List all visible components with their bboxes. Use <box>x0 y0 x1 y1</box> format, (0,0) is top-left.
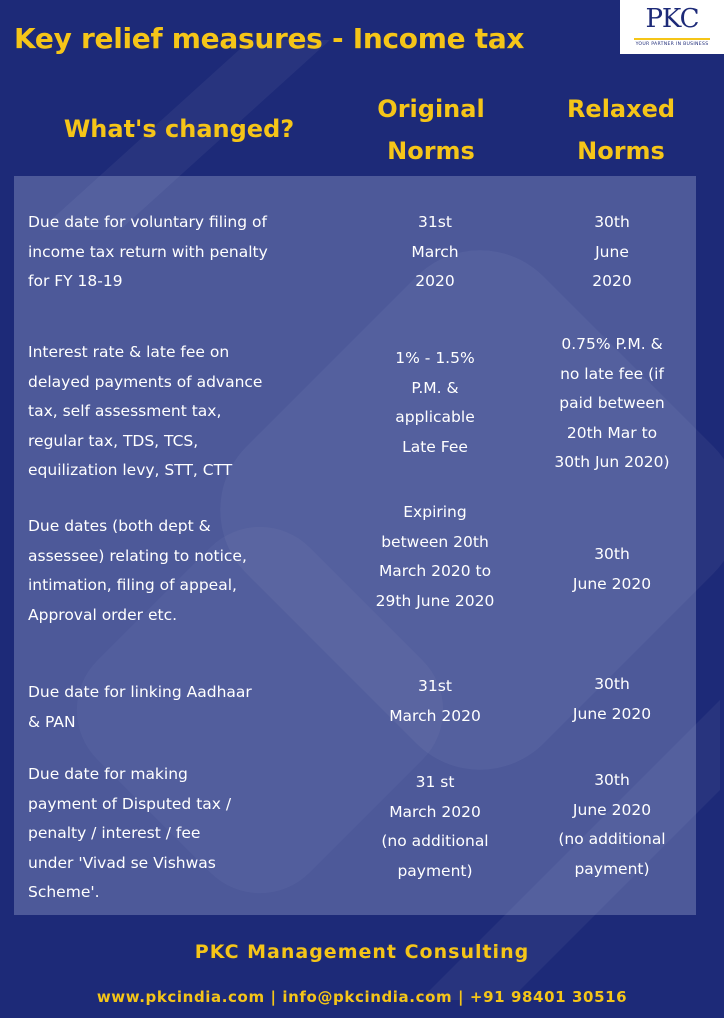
page-title: Key relief measures - Income tax <box>14 22 525 55</box>
bottom-strip <box>0 1018 724 1024</box>
cell-relaxed-norm: 30th June 2020 <box>592 213 632 290</box>
cell-original-norm: 1% - 1.5% P.M. & applicable Late Fee <box>395 349 475 456</box>
cell-original-norm: 31st March 2020 <box>389 677 481 725</box>
logo-tagline: YOUR PARTNER IN BUSINESS <box>635 42 709 47</box>
pkc-logo <box>620 0 724 54</box>
column-header-relaxed-norms <box>536 88 706 172</box>
cell-relaxed-norm: 0.75% P.M. & no late fee (if paid between 20th Mar to 30th Jun 2020) <box>554 335 670 471</box>
column-header-label: Norms <box>577 137 665 165</box>
cell-original-norm: Expiring between 20th March 2020 to 29th June 2020 <box>375 503 495 610</box>
column-header-label: Norms <box>387 137 475 165</box>
cell-whats-changed: Due dates (both dept & assessee) relating to notice, intimation, filing of appeal, Approval order etc. <box>28 517 247 624</box>
column-header-label: What's changed? <box>63 115 295 143</box>
measures-table <box>14 176 696 915</box>
cell-whats-changed: Interest rate & late fee on delayed payments of advance tax, self assessment tax, regular tax, TDS, TCS, equilization levy, STT, CTT <box>28 343 263 479</box>
logo-mark: PKC <box>645 4 699 34</box>
column-header-whats-changed <box>14 108 344 150</box>
cell-original-norm: 31 st March 2020 (no additional payment) <box>381 773 489 880</box>
footer-company-name: PKC Management Consulting <box>194 941 530 963</box>
footer-contact-line: www.pkcindia.com | info@pkcindia.com | +91 98401 30516 <box>96 988 628 1006</box>
cell-original-norm: 31st March 2020 <box>411 213 459 290</box>
column-header-label: Original <box>377 95 485 123</box>
cell-whats-changed: Due date for linking Aadhaar & PAN <box>28 683 252 731</box>
column-header-original-norms <box>352 88 510 172</box>
cell-whats-changed: Due date for making payment of Disputed tax / penalty / interest / fee under 'Vivad se Vishwas Scheme'. <box>28 765 232 901</box>
logo-accent-bar <box>634 38 710 40</box>
cell-relaxed-norm: 30th June 2020 <box>572 545 652 593</box>
cell-whats-changed: Due date for voluntary filing of income tax return with penalty for FY 18-19 <box>28 213 268 290</box>
column-header-label: Relaxed <box>566 95 676 123</box>
cell-relaxed-norm: 30th June 2020 (no additional payment) <box>558 771 666 878</box>
cell-relaxed-norm: 30th June 2020 <box>572 675 652 723</box>
